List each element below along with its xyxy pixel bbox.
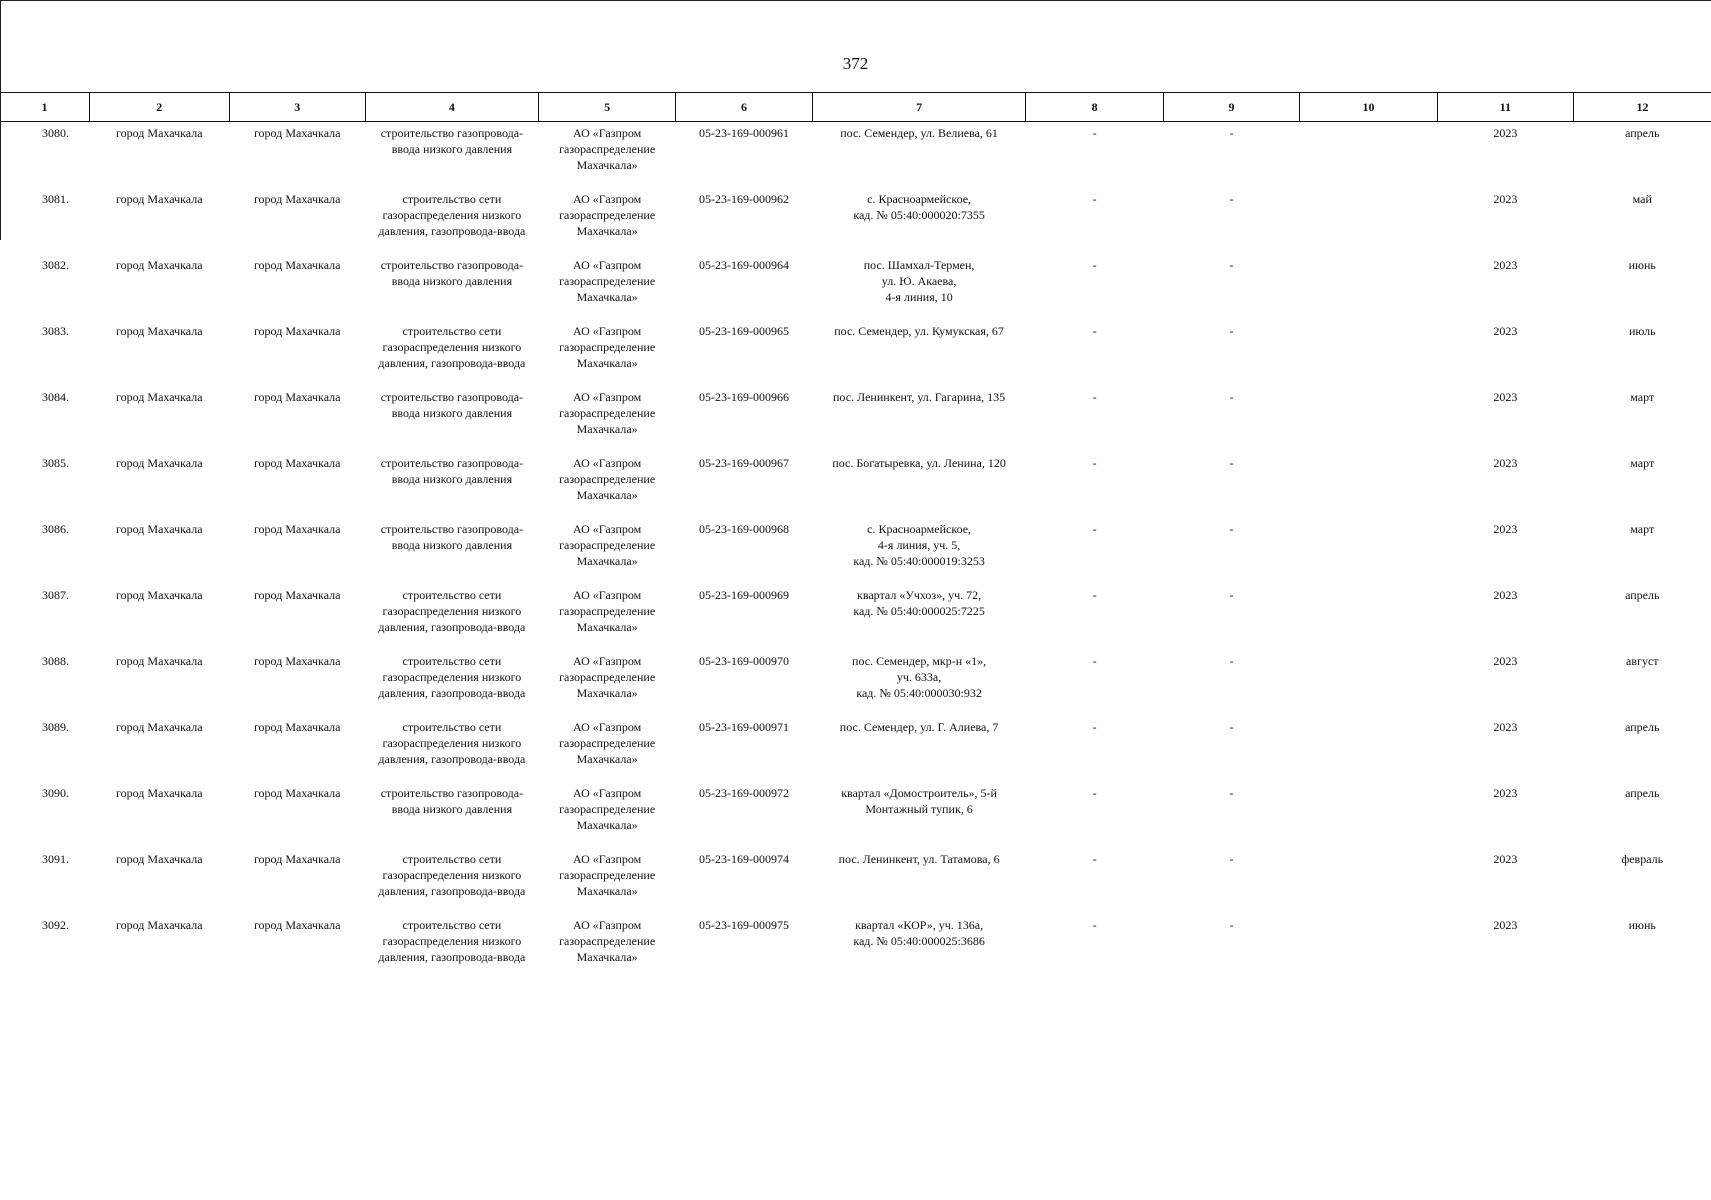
district-cell: город Махачкала xyxy=(116,720,203,734)
year-cell: 2023 xyxy=(1493,192,1518,206)
month-cell: август xyxy=(1626,654,1659,668)
organization-cell xyxy=(538,320,675,386)
table-row xyxy=(0,122,1711,189)
column-header: 4 xyxy=(365,93,538,122)
application-code-cell: 05-23-169-000964 xyxy=(699,258,790,272)
organization-cell xyxy=(538,122,675,189)
work-type-cell-line: ввода низкого давления xyxy=(391,538,513,552)
column-9-cell: - xyxy=(1229,588,1234,602)
column-10-cell xyxy=(1300,848,1437,914)
address-cell xyxy=(812,848,1026,914)
work-type-cell-line: давления, газопровода-ввода xyxy=(378,356,526,370)
address-cell-line: пос. Семендер, ул. Г. Алиева, 7 xyxy=(839,720,999,734)
column-10-cell xyxy=(1300,122,1437,189)
district-cell: город Махачкала xyxy=(116,126,203,140)
address-cell-line: с. Красноармейское, xyxy=(867,522,972,536)
table-row xyxy=(0,254,1711,320)
organization-cell-line: газораспределение xyxy=(559,472,656,486)
year-cell: 2023 xyxy=(1493,324,1518,338)
address-cell xyxy=(812,914,1026,980)
district-cell: город Махачкала xyxy=(116,588,203,602)
address-cell xyxy=(812,122,1026,189)
organization-cell xyxy=(538,518,675,584)
row-number: 3083. xyxy=(42,324,69,338)
work-type-cell xyxy=(365,452,538,518)
column-10-cell xyxy=(1300,518,1437,584)
address-cell-line: пос. Ленинкент, ул. Татамова, 6 xyxy=(838,852,1000,866)
column-10-cell xyxy=(1300,782,1437,848)
application-code-cell: 05-23-169-000975 xyxy=(699,918,790,932)
row-number: 3092. xyxy=(42,918,69,932)
column-9-cell: - xyxy=(1229,258,1234,272)
column-8-cell: - xyxy=(1092,456,1097,470)
settlement-cell: город Махачкала xyxy=(253,918,341,932)
column-10-cell xyxy=(1300,320,1437,386)
address-cell-line: кад. № 05:40:000020:7355 xyxy=(853,208,985,222)
page-number: 372 xyxy=(842,54,869,73)
column-10-cell xyxy=(1300,386,1437,452)
organization-cell-line: Махачкала» xyxy=(576,422,638,436)
month-cell: апрель xyxy=(1625,588,1660,602)
address-cell xyxy=(812,782,1026,848)
work-type-cell xyxy=(365,320,538,386)
district-cell: город Махачкала xyxy=(116,654,203,668)
table-header-row xyxy=(0,93,1711,122)
column-8-cell: - xyxy=(1092,918,1097,932)
organization-cell-line: газораспределение xyxy=(559,142,656,156)
column-10-cell xyxy=(1300,716,1437,782)
address-cell xyxy=(812,254,1026,320)
settlement-cell: город Махачкала xyxy=(253,456,341,470)
column-9-cell: - xyxy=(1229,654,1234,668)
month-cell: март xyxy=(1630,522,1655,536)
column-8-cell: - xyxy=(1092,192,1097,206)
organization-cell-line: газораспределение xyxy=(559,868,656,882)
application-code-cell: 05-23-169-000971 xyxy=(699,720,790,734)
organization-cell-line: Махачкала» xyxy=(576,290,638,304)
column-8-cell: - xyxy=(1092,126,1097,140)
column-8-cell: - xyxy=(1092,852,1097,866)
work-type-cell-line: ввода низкого давления xyxy=(391,472,513,486)
work-type-cell-line: строительство сети xyxy=(402,852,502,866)
address-cell xyxy=(812,452,1026,518)
column-header: 3 xyxy=(229,93,365,122)
organization-cell xyxy=(538,254,675,320)
work-type-cell xyxy=(365,584,538,650)
address-cell-line: пос. Семендер, ул. Кумукская, 67 xyxy=(834,324,1004,338)
work-type-cell-line: газораспределения низкого xyxy=(382,208,522,222)
work-type-cell-line: давления, газопровода-ввода xyxy=(378,686,526,700)
work-type-cell-line: ввода низкого давления xyxy=(391,802,513,816)
month-cell: июль xyxy=(1628,324,1656,338)
address-cell-line: пос. Семендер, мкр-н «1», xyxy=(852,654,987,668)
district-cell: город Махачкала xyxy=(116,522,203,536)
organization-cell-line: газораспределение xyxy=(559,208,656,222)
settlement-cell: город Махачкала xyxy=(253,852,341,866)
work-type-cell-line: давления, газопровода-ввода xyxy=(378,950,526,964)
column-9-cell: - xyxy=(1229,192,1234,206)
work-type-cell-line: газораспределения низкого xyxy=(382,868,522,882)
district-cell: город Махачкала xyxy=(116,456,203,470)
work-type-cell xyxy=(365,782,538,848)
column-header: 7 xyxy=(812,93,1026,122)
organization-cell xyxy=(538,782,675,848)
organization-cell-line: Махачкала» xyxy=(576,488,638,502)
column-header: 10 xyxy=(1300,93,1437,122)
year-cell: 2023 xyxy=(1493,126,1518,140)
work-type-cell-line: давления, газопровода-ввода xyxy=(378,224,526,238)
column-header: 1 xyxy=(0,93,90,122)
address-cell-line: пос. Шамхал-Термен, xyxy=(863,258,975,272)
address-cell-line: кад. № 05:40:000025:3686 xyxy=(853,934,985,948)
table-row xyxy=(0,386,1711,452)
year-cell: 2023 xyxy=(1493,786,1518,800)
district-cell: город Махачкала xyxy=(116,918,203,932)
organization-cell-line: АО «Газпром xyxy=(573,192,642,206)
work-type-cell-line: газораспределения низкого xyxy=(382,736,522,750)
work-type-cell xyxy=(365,122,538,189)
work-type-cell-line: газораспределения низкого xyxy=(382,670,522,684)
organization-cell xyxy=(538,188,675,254)
organization-cell xyxy=(538,914,675,980)
table-row xyxy=(0,716,1711,782)
district-cell: город Махачкала xyxy=(116,192,203,206)
organization-cell-line: АО «Газпром xyxy=(573,522,642,536)
organization-cell-line: газораспределение xyxy=(559,934,656,948)
work-type-cell-line: строительство газопровода- xyxy=(380,126,524,140)
table-row xyxy=(0,848,1711,914)
table-row xyxy=(0,188,1711,254)
organization-cell-line: АО «Газпром xyxy=(573,324,642,338)
work-type-cell-line: газораспределения низкого xyxy=(382,340,522,354)
row-number: 3089. xyxy=(42,720,69,734)
address-cell-line: уч. 633а, xyxy=(896,670,942,684)
organization-cell-line: АО «Газпром xyxy=(573,456,642,470)
district-cell: город Махачкала xyxy=(116,258,203,272)
column-10-cell xyxy=(1300,914,1437,980)
column-9-cell: - xyxy=(1229,522,1234,536)
row-number: 3084. xyxy=(42,390,69,404)
district-cell: город Махачкала xyxy=(116,852,203,866)
data-table xyxy=(0,92,1711,980)
organization-cell-line: Махачкала» xyxy=(576,686,638,700)
address-cell xyxy=(812,584,1026,650)
work-type-cell-line: строительство газопровода- xyxy=(380,390,524,404)
organization-cell-line: Махачкала» xyxy=(576,620,638,634)
address-cell-line: 4-я линия, 10 xyxy=(885,290,953,304)
organization-cell-line: газораспределение xyxy=(559,670,656,684)
application-code-cell: 05-23-169-000961 xyxy=(699,126,790,140)
organization-cell-line: газораспределение xyxy=(559,604,656,618)
year-cell: 2023 xyxy=(1493,918,1518,932)
settlement-cell: город Махачкала xyxy=(253,588,341,602)
work-type-cell-line: строительство газопровода- xyxy=(380,786,524,800)
application-code-cell: 05-23-169-000970 xyxy=(699,654,790,668)
column-8-cell: - xyxy=(1092,522,1097,536)
address-cell-line: пос. Богатыревка, ул. Ленина, 120 xyxy=(832,456,1006,470)
application-code-cell: 05-23-169-000968 xyxy=(699,522,790,536)
work-type-cell-line: строительство сети xyxy=(402,720,502,734)
organization-cell xyxy=(538,650,675,716)
organization-cell-line: Махачкала» xyxy=(576,224,638,238)
row-number: 3091. xyxy=(42,852,69,866)
organization-cell-line: АО «Газпром xyxy=(573,390,642,404)
work-type-cell-line: ввода низкого давления xyxy=(391,142,513,156)
column-9-cell: - xyxy=(1229,126,1234,140)
row-number: 3081. xyxy=(42,192,69,206)
organization-cell xyxy=(538,848,675,914)
organization-cell xyxy=(538,716,675,782)
district-cell: город Махачкала xyxy=(116,324,203,338)
organization-cell xyxy=(538,584,675,650)
settlement-cell: город Махачкала xyxy=(253,258,341,272)
year-cell: 2023 xyxy=(1493,720,1518,734)
application-code-cell: 05-23-169-000969 xyxy=(699,588,790,602)
month-cell: март xyxy=(1630,456,1655,470)
application-code-cell: 05-23-169-000974 xyxy=(699,852,790,866)
work-type-cell-line: ввода низкого давления xyxy=(391,406,513,420)
column-10-cell xyxy=(1300,452,1437,518)
month-cell: март xyxy=(1630,390,1655,404)
settlement-cell: город Махачкала xyxy=(253,192,341,206)
column-header: 8 xyxy=(1026,93,1163,122)
work-type-cell-line: газораспределения низкого xyxy=(382,934,522,948)
organization-cell xyxy=(538,452,675,518)
month-cell: февраль xyxy=(1621,852,1664,866)
column-header: 6 xyxy=(676,93,812,122)
row-number: 3088. xyxy=(42,654,69,668)
settlement-cell: город Махачкала xyxy=(253,786,341,800)
organization-cell-line: газораспределение xyxy=(559,802,656,816)
work-type-cell-line: давления, газопровода-ввода xyxy=(378,752,526,766)
work-type-cell-line: строительство сети xyxy=(402,588,502,602)
work-type-cell-line: строительство сети xyxy=(402,192,502,206)
district-cell: город Махачкала xyxy=(116,390,203,404)
work-type-cell xyxy=(365,650,538,716)
year-cell: 2023 xyxy=(1493,654,1518,668)
organization-cell-line: АО «Газпром xyxy=(573,588,642,602)
table-row xyxy=(0,650,1711,716)
settlement-cell: город Махачкала xyxy=(253,390,341,404)
work-type-cell xyxy=(365,188,538,254)
address-cell-line: кад. № 05:40:000019:3253 xyxy=(853,554,985,568)
page-top-border xyxy=(0,0,1711,1)
settlement-cell: город Махачкала xyxy=(253,324,341,338)
work-type-cell xyxy=(365,914,538,980)
application-code-cell: 05-23-169-000962 xyxy=(699,192,790,206)
column-9-cell: - xyxy=(1229,324,1234,338)
year-cell: 2023 xyxy=(1493,522,1518,536)
work-type-cell-line: ввода низкого давления xyxy=(391,274,513,288)
address-cell-line: квартал «КОР», уч. 136а, xyxy=(855,918,984,932)
organization-cell-line: газораспределение xyxy=(559,736,656,750)
year-cell: 2023 xyxy=(1493,852,1518,866)
organization-cell-line: газораспределение xyxy=(559,274,656,288)
organization-cell-line: Махачкала» xyxy=(576,752,638,766)
column-9-cell: - xyxy=(1229,786,1234,800)
work-type-cell xyxy=(365,716,538,782)
organization-cell-line: Махачкала» xyxy=(576,356,638,370)
address-cell xyxy=(812,320,1026,386)
address-cell xyxy=(812,386,1026,452)
month-cell: май xyxy=(1632,192,1652,206)
column-10-cell xyxy=(1300,254,1437,320)
table-row xyxy=(0,584,1711,650)
application-code-cell: 05-23-169-000965 xyxy=(699,324,790,338)
column-9-cell: - xyxy=(1229,918,1234,932)
column-9-cell: - xyxy=(1229,390,1234,404)
year-cell: 2023 xyxy=(1493,258,1518,272)
settlement-cell: город Махачкала xyxy=(253,654,341,668)
row-number: 3080. xyxy=(42,126,69,140)
work-type-cell-line: газораспределения низкого xyxy=(382,604,522,618)
organization-cell-line: газораспределение xyxy=(559,340,656,354)
organization-cell-line: АО «Газпром xyxy=(573,258,642,272)
address-cell-line: пос. Семендер, ул. Велиева, 61 xyxy=(840,126,998,140)
column-8-cell: - xyxy=(1092,588,1097,602)
column-10-cell xyxy=(1300,188,1437,254)
column-8-cell: - xyxy=(1092,324,1097,338)
application-code-cell: 05-23-169-000967 xyxy=(699,456,790,470)
row-number: 3087. xyxy=(42,588,69,602)
organization-cell-line: АО «Газпром xyxy=(573,720,642,734)
address-cell-line: квартал «Домостроитель», 5-й xyxy=(841,786,997,800)
column-10-cell xyxy=(1300,584,1437,650)
work-type-cell-line: строительство сети xyxy=(402,654,502,668)
row-number: 3085. xyxy=(42,456,69,470)
address-cell-line: 4-я линия, уч. 5, xyxy=(877,538,961,552)
address-cell-line: с. Красноармейское, xyxy=(867,192,972,206)
month-cell: июнь xyxy=(1628,918,1656,932)
column-8-cell: - xyxy=(1092,654,1097,668)
organization-cell xyxy=(538,386,675,452)
settlement-cell: город Махачкала xyxy=(253,522,341,536)
work-type-cell-line: строительство газопровода- xyxy=(380,522,524,536)
column-9-cell: - xyxy=(1229,720,1234,734)
row-number: 3086. xyxy=(42,522,69,536)
column-header: 5 xyxy=(538,93,675,122)
month-cell: апрель xyxy=(1625,720,1660,734)
work-type-cell xyxy=(365,848,538,914)
work-type-cell xyxy=(365,254,538,320)
work-type-cell-line: давления, газопровода-ввода xyxy=(378,620,526,634)
column-header: 12 xyxy=(1574,93,1711,122)
year-cell: 2023 xyxy=(1493,588,1518,602)
table-row xyxy=(0,782,1711,848)
month-cell: апрель xyxy=(1625,786,1660,800)
work-type-cell xyxy=(365,386,538,452)
address-cell xyxy=(812,716,1026,782)
column-8-cell: - xyxy=(1092,720,1097,734)
address-cell xyxy=(812,188,1026,254)
column-header: 2 xyxy=(90,93,229,122)
year-cell: 2023 xyxy=(1493,390,1518,404)
district-cell: город Махачкала xyxy=(116,786,203,800)
row-number: 3082. xyxy=(42,258,69,272)
address-cell-line: Монтажный тупик, 6 xyxy=(865,802,973,816)
work-type-cell xyxy=(365,518,538,584)
address-cell-line: квартал «Учхоз», уч. 72, xyxy=(857,588,982,602)
column-8-cell: - xyxy=(1092,390,1097,404)
column-10-cell xyxy=(1300,650,1437,716)
work-type-cell-line: строительство газопровода- xyxy=(380,456,524,470)
settlement-cell: город Махачкала xyxy=(253,126,341,140)
organization-cell-line: АО «Газпром xyxy=(573,852,642,866)
application-code-cell: 05-23-169-000966 xyxy=(699,390,790,404)
column-8-cell: - xyxy=(1092,786,1097,800)
organization-cell-line: Махачкала» xyxy=(576,554,638,568)
table-row xyxy=(0,320,1711,386)
row-number: 3090. xyxy=(42,786,69,800)
column-8-cell: - xyxy=(1092,258,1097,272)
organization-cell-line: Махачкала» xyxy=(576,158,638,172)
work-type-cell-line: давления, газопровода-ввода xyxy=(378,884,526,898)
address-cell-line: кад. № 05:40:000025:7225 xyxy=(853,604,985,618)
organization-cell-line: Махачкала» xyxy=(576,950,638,964)
organization-cell-line: АО «Газпром xyxy=(573,126,642,140)
month-cell: июнь xyxy=(1628,258,1656,272)
organization-cell-line: Махачкала» xyxy=(576,884,638,898)
column-9-cell: - xyxy=(1229,852,1234,866)
table-row xyxy=(0,452,1711,518)
organization-cell-line: АО «Газпром xyxy=(573,786,642,800)
work-type-cell-line: строительство сети xyxy=(402,324,502,338)
column-header: 11 xyxy=(1437,93,1573,122)
address-cell xyxy=(812,518,1026,584)
application-code-cell: 05-23-169-000972 xyxy=(699,786,790,800)
address-cell-line: кад. № 05:40:000030:932 xyxy=(856,686,982,700)
column-9-cell: - xyxy=(1229,456,1234,470)
work-type-cell-line: строительство газопровода- xyxy=(380,258,524,272)
address-cell xyxy=(812,650,1026,716)
address-cell-line: ул. Ю. Акаева, xyxy=(881,274,957,288)
table-body xyxy=(0,122,1711,981)
table-row xyxy=(0,914,1711,980)
table-row xyxy=(0,518,1711,584)
organization-cell-line: АО «Газпром xyxy=(573,918,642,932)
month-cell: апрель xyxy=(1625,126,1660,140)
column-header: 9 xyxy=(1163,93,1299,122)
organization-cell-line: газораспределение xyxy=(559,406,656,420)
work-type-cell-line: строительство сети xyxy=(402,918,502,932)
settlement-cell: город Махачкала xyxy=(253,720,341,734)
organization-cell-line: Махачкала» xyxy=(576,818,638,832)
organization-cell-line: газораспределение xyxy=(559,538,656,552)
year-cell: 2023 xyxy=(1493,456,1518,470)
organization-cell-line: АО «Газпром xyxy=(573,654,642,668)
address-cell-line: пос. Ленинкент, ул. Гагарина, 135 xyxy=(833,390,1006,404)
